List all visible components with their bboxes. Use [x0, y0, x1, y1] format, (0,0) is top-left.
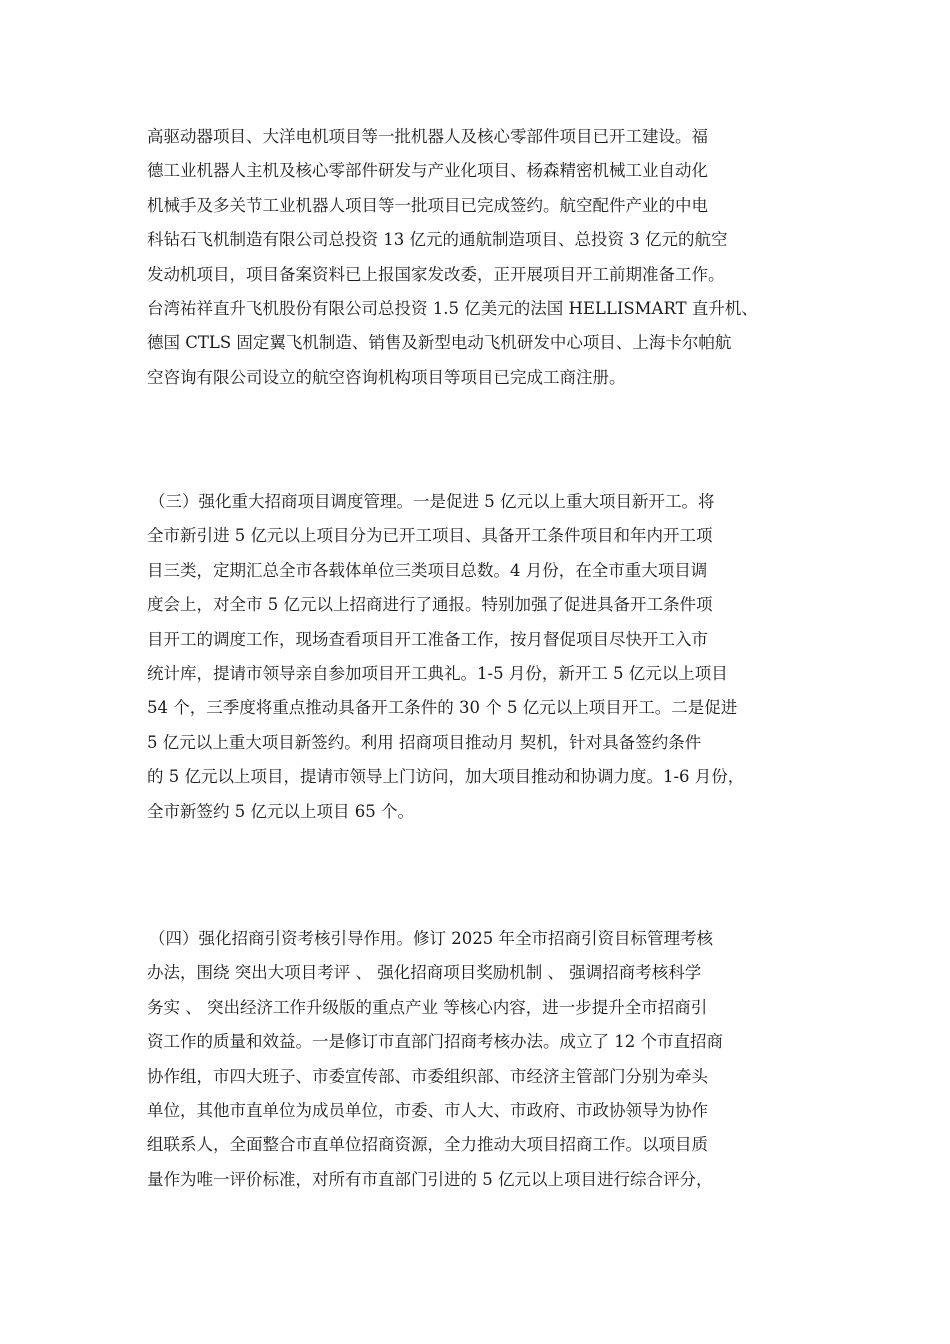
paragraph-section-four — [147, 922, 837, 1197]
text-line: 协作组，市四大班子、市委宣传部、市委组织部、市经济主管部门分别为牵头 — [147, 1066, 708, 1086]
text-line: （四）强化招商引资考核引导作用。修订 2025 年全市招商引资目标管理考核 — [149, 929, 713, 948]
text-line: （三）强化重大招商项目调度管理。一是促进 5 亿元以上重大项目新开工。将 — [149, 492, 715, 511]
text-line: 目三类，定期汇总全市各载体单位三类项目总数。4 月份，在全市重大项目调 — [147, 560, 708, 580]
text-line: 发动机项目，项目备案资料已上报国家发改委，正开展项目开工前期准备工作。 — [147, 264, 725, 284]
text-line: 的 5 亿元以上项目，提请市领导上门访问，加大项目推动和协调力度。1-6 月份， — [147, 767, 745, 787]
text-line: 目开工的调度工作，现场查看项目开工准备工作，按月督促项目尽快开工入市 — [147, 629, 708, 649]
text-line: 机械手及多关节工业机器人项目等一批项目已完成签约。航空配件产业的中电 — [147, 195, 708, 215]
text-line: 统计库，提请市领导亲自参加项目开工典礼。1-5 月份，新开工 5 亿元以上项目 — [147, 663, 728, 683]
text-line: 科钻石飞机制造有限公司总投资 13 亿元的通航制造项目、总投资 3 亿元的航空 — [147, 230, 728, 250]
text-line: 德国 CTLS 固定翼飞机制造、销售及新型电动飞机研发中心项目、上海卡尔帕航 — [147, 333, 732, 353]
text-line: 量作为唯一评价标准，对所有市直部门引进的 5 亿元以上项目进行综合评分， — [147, 1169, 713, 1189]
text-line: 务实 、 突出经济工作升级版的重点产业 等核心内容，进一步提升全市招商引 — [147, 997, 708, 1017]
text-line: 高驱动器项目、大洋电机项目等一批机器人及核心零部件项目已开工建设。福 — [147, 127, 708, 146]
text-line: 资工作的质量和效益。一是修订市直部门招商考核办法。成立了 12 个市直招商 — [147, 1032, 723, 1052]
text-line: 54 个，三季度将重点推动具备开工条件的 30 个 5 亿元以上项目开工。二是促进 — [147, 698, 738, 718]
text-line: 德工业机器人主机及核心零部件研发与产业化项目、杨森精密机械工业自动化 — [147, 161, 708, 181]
text-line: 单位，其他市直单位为成员单位，市委、市人大、市政府、市政协领导为协作 — [147, 1100, 708, 1120]
text-line: 组联系人，全面整合市直单位招商资源，全力推动大项目招商工作。以项目质 — [147, 1135, 708, 1155]
text-line: 5 亿元以上重大项目新签约。利用 招商项目推动月 契机，针对具备签约条件 — [147, 732, 702, 752]
paragraph-section-three — [147, 485, 837, 829]
text-line: 办法，围绕 突出大项目考评 、 强化招商项目奖励机制 、 强调招商考核科学 — [147, 963, 702, 983]
text-line: 全市新引进 5 亿元以上项目分为已开工项目、具备开工条件项目和年内开工项 — [147, 526, 713, 546]
text-line: 台湾祐祥直升飞机股份有限公司总投资 1.5 亿美元的法国 HELLISMART 直升机、 — [147, 298, 758, 318]
text-line: 全市新签约 5 亿元以上项目 65 个。 — [147, 801, 414, 821]
text-line: 度会上，对全市 5 亿元以上招商进行了通报。特别加强了促进具备开工条件项 — [147, 595, 713, 615]
text-line: 空咨询有限公司设立的航空咨询机构项目等项目已完成工商注册。 — [147, 367, 626, 387]
paragraph-robot-aviation-projects — [147, 120, 837, 395]
